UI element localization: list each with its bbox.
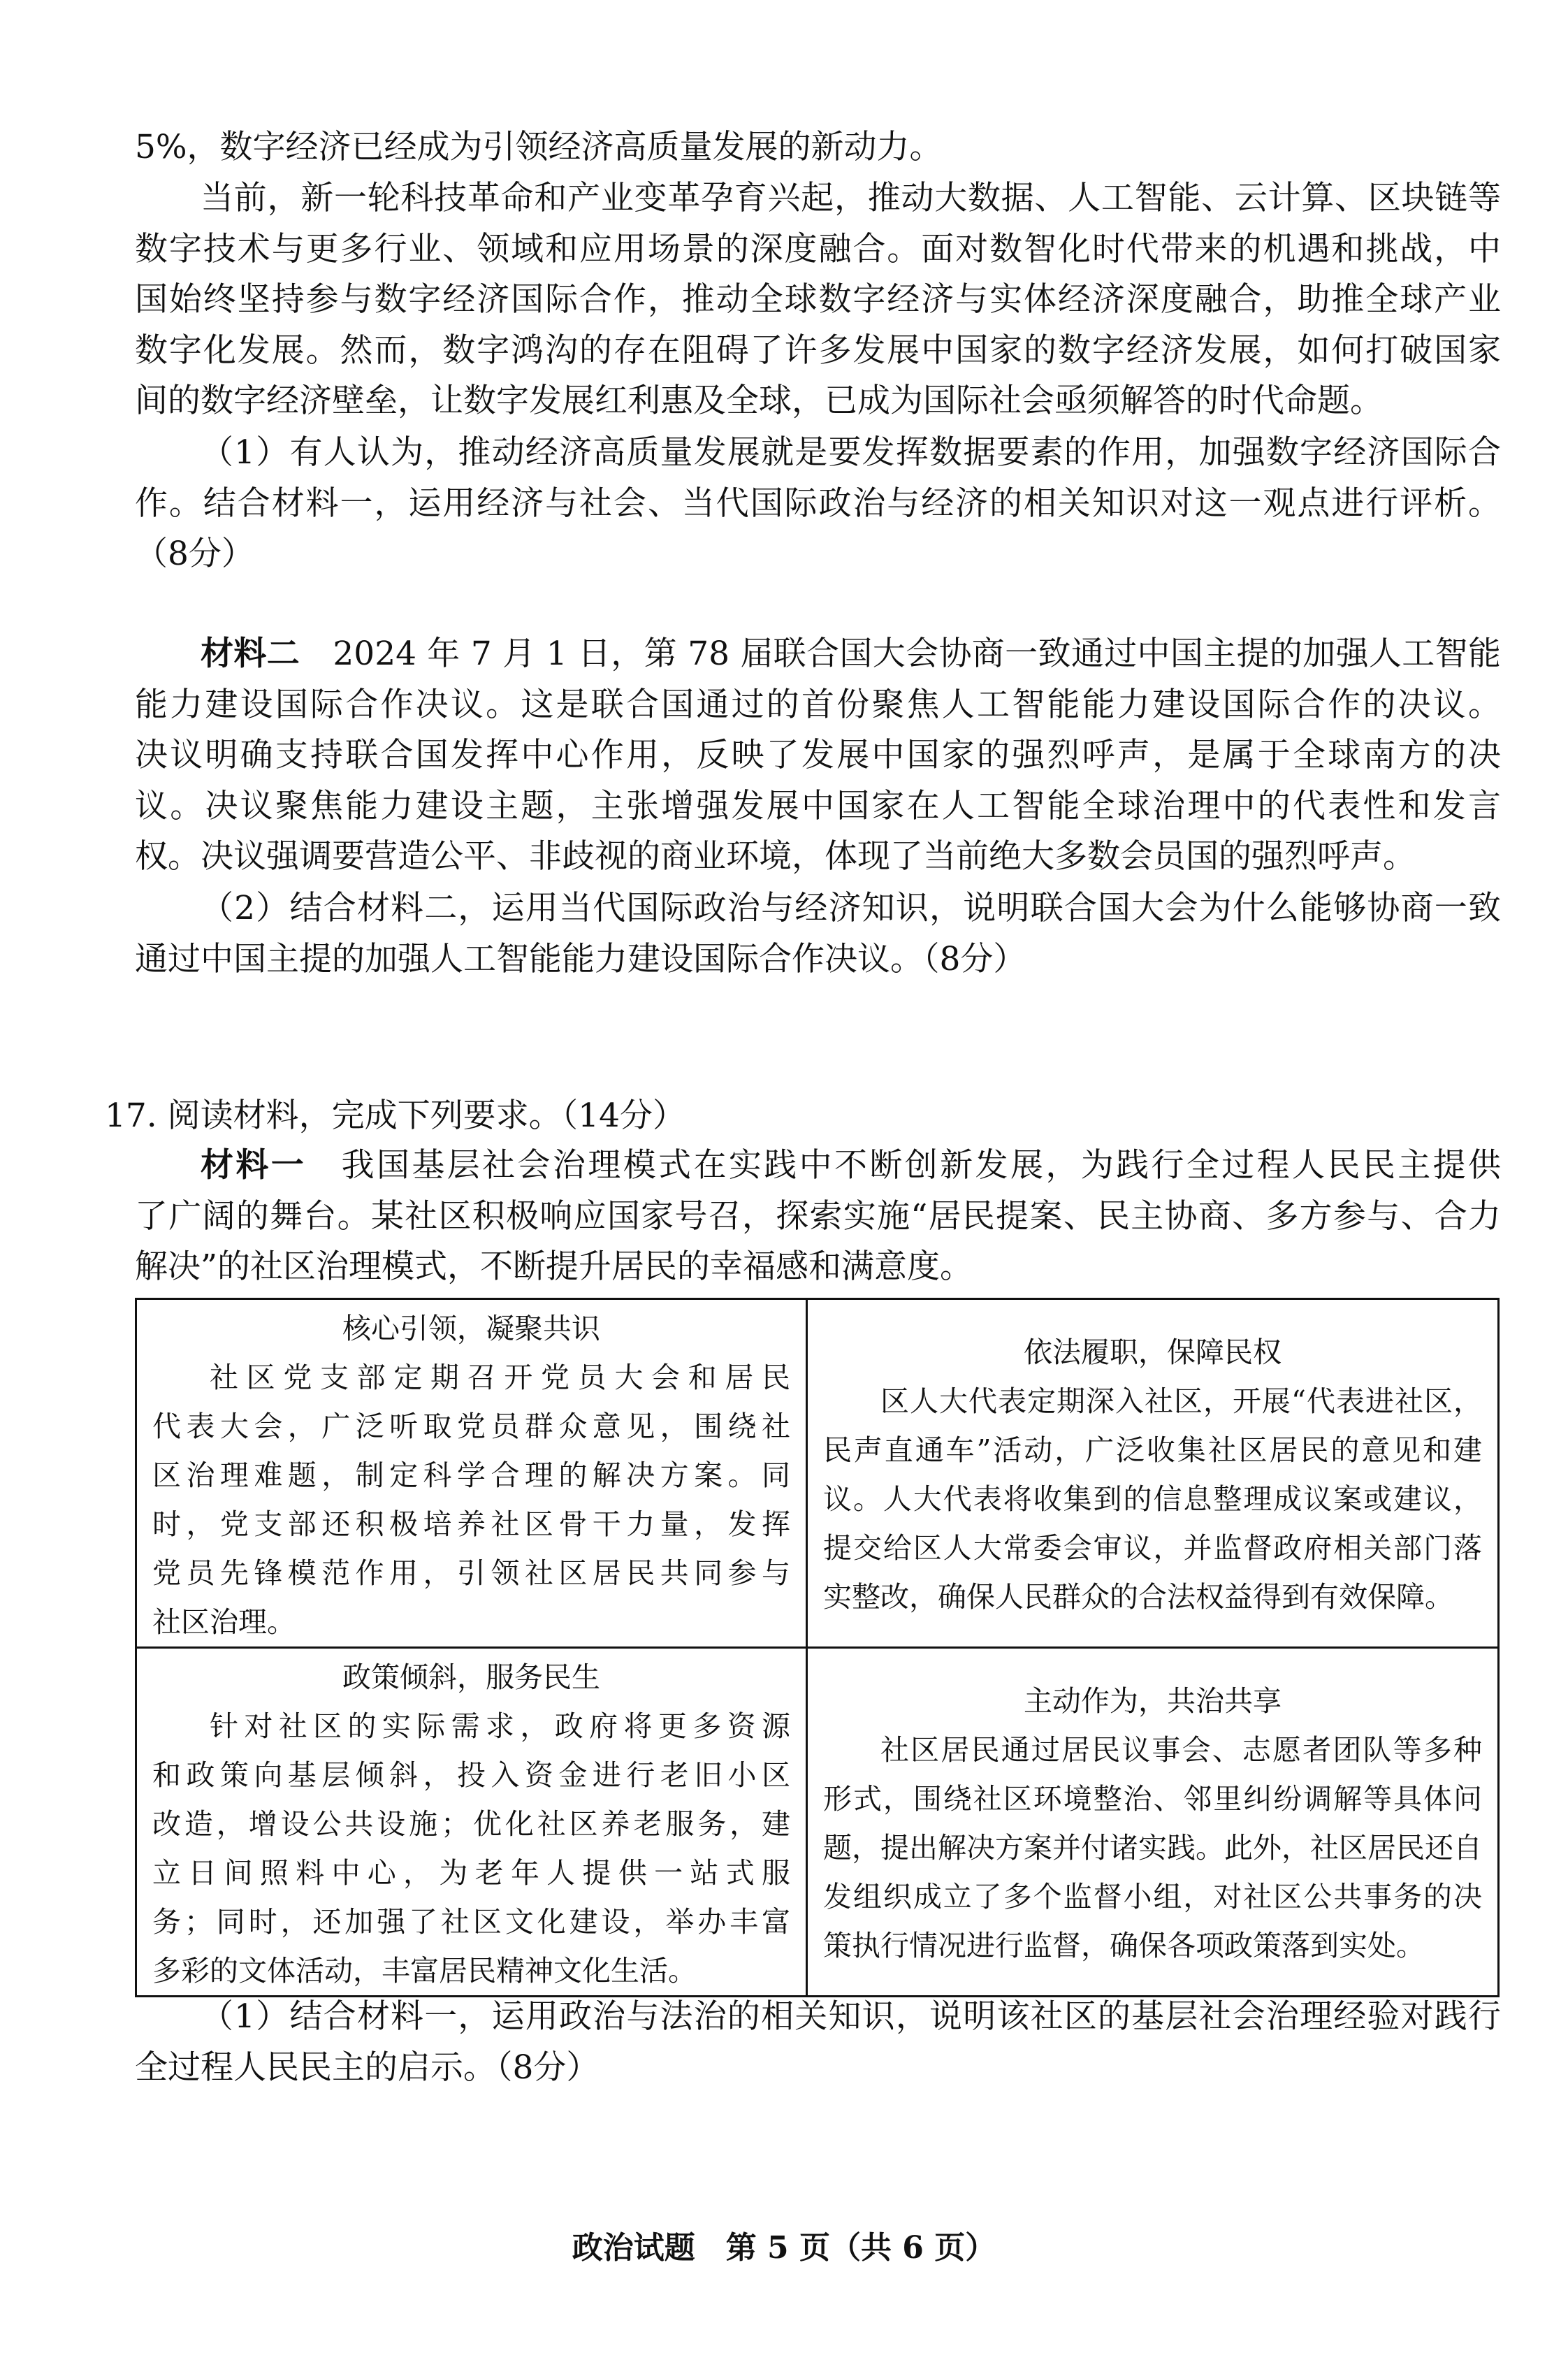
text-line: （1）有人认为，推动经济高质量发展就是要发挥数据要素的作用，加强数字经济国际合 [201, 433, 1501, 472]
cell-title: 核心引领，凝聚共识 [342, 1312, 600, 1345]
cell-text-line: 时，党支部还积极培养社区骨干力量，发挥 [152, 1507, 790, 1541]
cell-text-line: 实整改，确保人民群众的合法权益得到有效保障。 [823, 1580, 1453, 1614]
cell-text-line: 议。人大代表将收集到的信息整理成议案或建议， [823, 1482, 1482, 1516]
text-line: 数字技术与更多行业、领域和应用场景的深度融合。面对数智化时代带来的机遇和挑战，中 [135, 229, 1501, 268]
cell-text-line: 党员先锋模范作用，引领社区居民共同参与 [152, 1556, 790, 1590]
cell-title: 依法履职，保障民权 [1024, 1336, 1282, 1369]
cell-text-line: 针对社区的实际需求，政府将更多资源 [210, 1709, 790, 1743]
text-line-content: 我国基层社会治理模式在实践中不断创新发展，为践行全过程人民民主提供 [306, 1146, 1502, 1185]
cell-text-line: 社区居民通过居民议事会、志愿者团队等多种 [880, 1733, 1482, 1767]
table-cell-policy-tilt [136, 1648, 807, 1997]
material-1-paragraph [135, 1141, 1501, 1293]
cell-text-line: 改造，增设公共设施；优化社区养老服务，建 [152, 1807, 790, 1841]
text-line: 国始终坚持参与数字经济国际合作，推动全球数字经济与实体经济深度融合，助推全球产业 [135, 280, 1501, 319]
text-line [135, 1141, 1501, 1192]
question-17-heading [105, 1091, 1471, 1142]
question-16-2 [135, 883, 1501, 985]
text-line: 通过中国主提的加强人工智能能力建设国际合作决议。（8分） [135, 939, 1026, 978]
paragraph-current-situation [135, 173, 1501, 427]
material-label: 材料一 [201, 1146, 307, 1185]
text-line: 决议明确支持联合国发挥中心作用，反映了发展中国家的强烈呼声，是属于全球南方的决 [135, 736, 1501, 774]
cell-text-line: 策执行情况进行监督，确保各项政策落到实处。 [823, 1929, 1425, 1962]
table-cell-active-action [807, 1648, 1499, 1997]
intro-paragraph-end [135, 122, 1501, 173]
text-line: 权。决议强调要营造公平、非歧视的商业环境，体现了当前绝大多数会员国的强烈呼声。 [135, 837, 1416, 876]
cell-title: 政策倾斜，服务民生 [342, 1660, 600, 1694]
text-line: 5%，数字经济已经成为引领经济高质量发展的新动力。 [135, 128, 943, 166]
cell-text-line: 区治理难题，制定科学合理的解决方案。同 [152, 1459, 790, 1492]
text-line: 作。结合材料一，运用经济与社会、当代国际政治与经济的相关知识对这一观点进行评析。 [135, 484, 1501, 523]
cell-text-line: 提交给区人大常委会审议，并监督政府相关部门落 [823, 1531, 1482, 1565]
governance-table [135, 1298, 1500, 1997]
cell-text-line: 形式，围绕社区环境整治、邻里纠纷调解等具体问 [823, 1782, 1482, 1816]
cell-text-line: 社区党支部定期召开党员大会和居民 [210, 1361, 790, 1394]
cell-text-line: 多彩的文体活动，丰富居民精神文化生活。 [152, 1954, 697, 1988]
text-line: 17. 阅读材料，完成下列要求。（14分） [105, 1096, 685, 1135]
cell-text-line: 代表大会，广泛听取党员群众意见，围绕社 [152, 1410, 790, 1443]
text-line: 全过程人民民主的启示。（8分） [135, 2048, 600, 2087]
text-line-content: 2024 年 7 月 1 日，第 78 届联合国大会协商一致通过中国主提的加强人工智能 [300, 635, 1501, 673]
text-line [135, 629, 1501, 680]
material-2-paragraph [135, 629, 1501, 883]
text-line: （1）结合材料一，运用政治与法治的相关知识，说明该社区的基层社会治理经验对践行 [201, 1997, 1501, 2036]
cell-title: 主动作为，共治共享 [1024, 1684, 1282, 1718]
text-line: 解决”的社区治理模式，不断提升居民的幸福感和满意度。 [135, 1247, 973, 1286]
text-line: 数字化发展。然而，数字鸿沟的存在阻碍了许多发展中国家的数字经济发展，如何打破国家 [135, 331, 1501, 370]
text-line: 能力建设国际合作决议。这是联合国通过的首份聚焦人工智能能力建设国际合作的决议。 [135, 685, 1501, 724]
cell-text-line: 民声直通车”活动，广泛收集社区居民的意见和建 [823, 1433, 1482, 1467]
cell-text-line: 和政策向基层倾斜，投入资金进行老旧小区 [152, 1758, 790, 1792]
text-line: （2）结合材料二，运用当代国际政治与经济知识，说明联合国大会为什么能够协商一致 [201, 889, 1501, 927]
cell-text-line: 题，提出解决方案并付诸实践。此外，社区居民还自 [823, 1831, 1482, 1865]
text-line: 了广阔的舞台。某社区积极响应国家号召，探索实施“居民提案、民主协商、多方参与、合力 [135, 1196, 1501, 1236]
cell-text-line: 区人大代表定期深入社区，开展“代表进社区， [880, 1384, 1482, 1418]
table-cell-lawful-duty [807, 1299, 1499, 1648]
text-line: （8分） [135, 535, 254, 573]
page-footer: 政治试题 第 5 页（共 6 页） [572, 2230, 996, 2266]
question-17-1 [135, 1992, 1501, 2093]
material-label: 材料二 [201, 635, 300, 673]
text-line: 议。决议聚焦能力建设主题，主张增强发展中国家在人工智能全球治理中的代表性和发言 [135, 786, 1501, 825]
text-line: 间的数字经济壁垒，让数字发展红利惠及全球，已成为国际社会亟须解答的时代命题。 [135, 382, 1383, 420]
cell-text-line: 务；同时，还加强了社区文化建设，举办丰富 [152, 1905, 790, 1939]
question-16-1 [135, 428, 1501, 580]
cell-text-line: 社区治理。 [152, 1605, 296, 1639]
cell-text-line: 立日间照料中心，为老年人提供一站式服 [152, 1856, 790, 1890]
cell-text-line: 发组织成立了多个监督小组，对社区公共事务的决 [823, 1880, 1482, 1913]
table-cell-core-leadership [136, 1299, 807, 1648]
text-line: 当前，新一轮科技革命和产业变革孕育兴起，推动大数据、人工智能、云计算、区块链等 [201, 179, 1501, 217]
